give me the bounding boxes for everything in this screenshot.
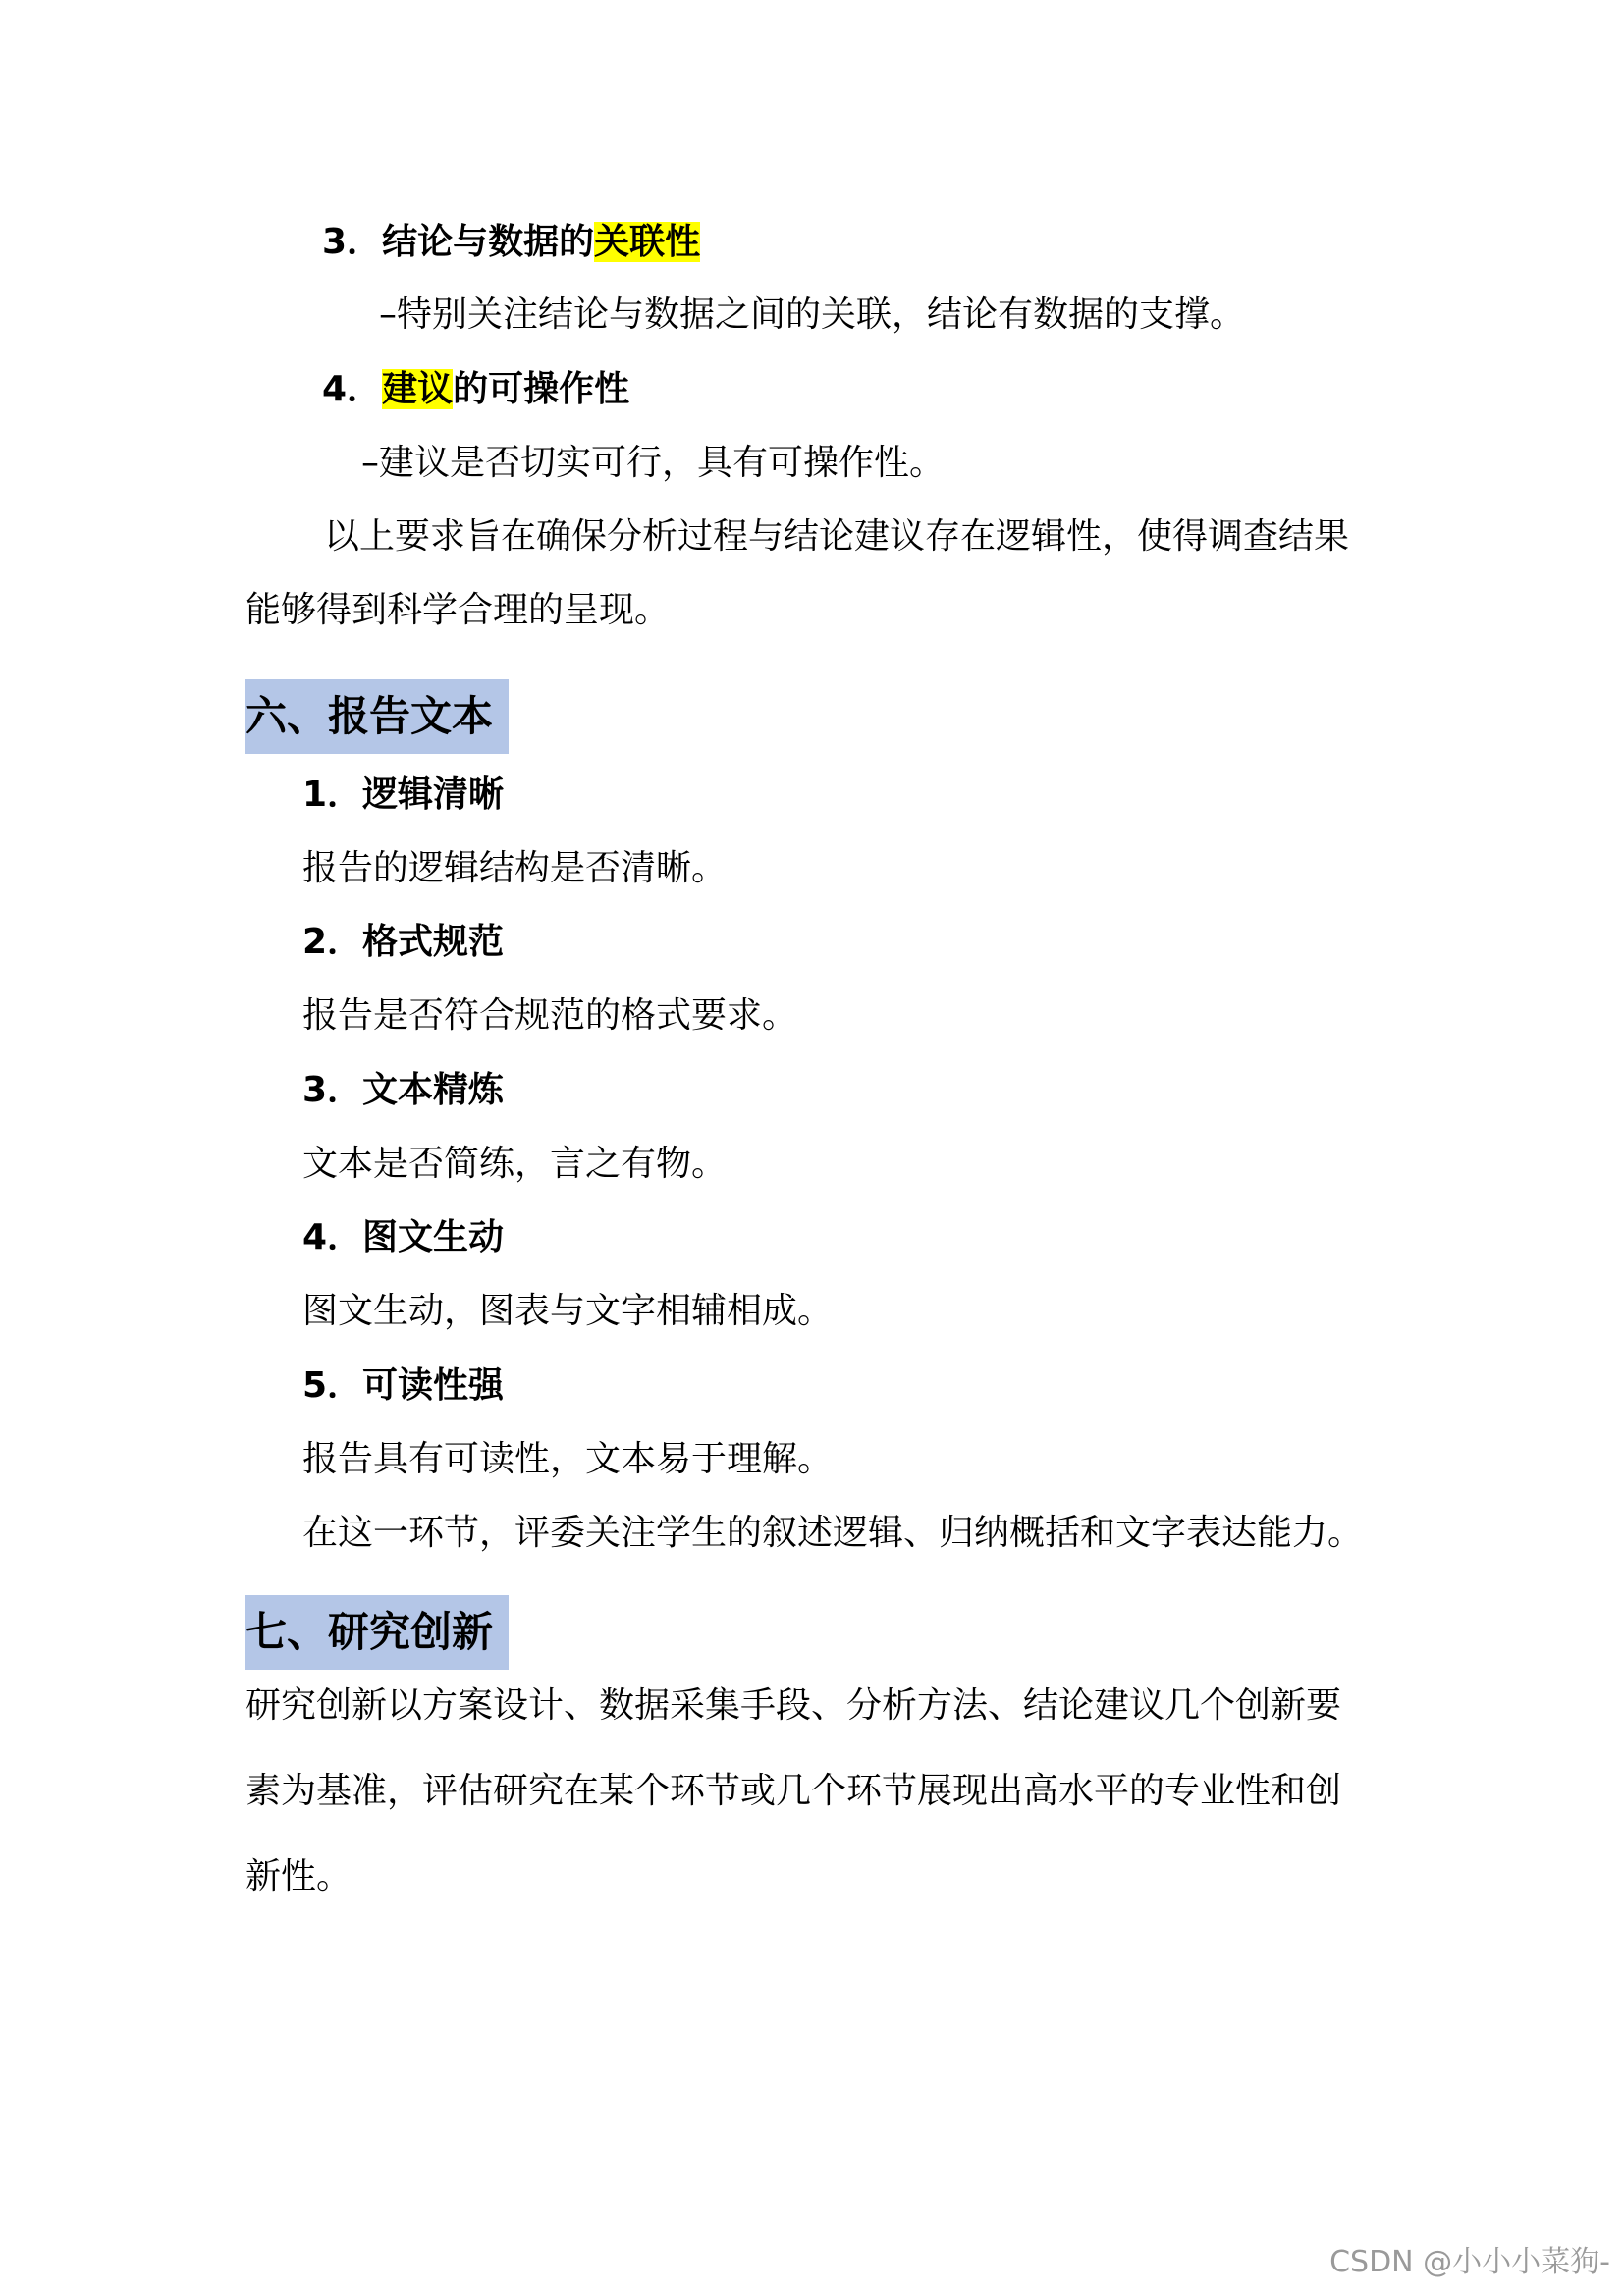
item-4-number: 4． xyxy=(322,369,383,409)
section7-paragraph-line1: 研究创新以方案设计、数据采集手段、分析方法、结论建议几个创新要 xyxy=(245,1685,1342,1726)
item-3-description: –特别关注结论与数据之间的关联，结论有数据的支撑。 xyxy=(379,294,1246,335)
section6-item4-title: 4．图文生动 xyxy=(302,1217,505,1257)
section6-item3-title: 3．文本精炼 xyxy=(302,1070,505,1110)
section6-summary: 在这一环节，评委关注学生的叙述逻辑、归纳概括和文字表达能力。 xyxy=(302,1513,1364,1553)
item-3-highlight: 关联性 xyxy=(594,222,701,262)
section5-summary-line1: 以上要求旨在确保分析过程与结论建议存在逻辑性，使得调查结果 xyxy=(324,516,1350,557)
item-3-title-text: 结论与数据的 xyxy=(382,222,595,262)
section7-paragraph-line3: 新性。 xyxy=(245,1856,352,1896)
item-4-highlight: 建议 xyxy=(382,369,454,409)
section6-item5-desc: 报告具有可读性，文本易于理解。 xyxy=(302,1439,834,1479)
section6-item2-title: 2．格式规范 xyxy=(302,922,505,962)
item-4-description: –建议是否切实可行，具有可操作性。 xyxy=(361,443,946,483)
section7-heading: 七、研究创新 xyxy=(245,1595,509,1670)
item-4-title xyxy=(322,365,629,414)
section6-item2-desc: 报告是否符合规范的格式要求。 xyxy=(302,995,798,1036)
section6-heading: 六、报告文本 xyxy=(245,679,509,754)
section6-item1-desc: 报告的逻辑结构是否清晰。 xyxy=(302,848,728,888)
item-3-title xyxy=(322,218,700,267)
item-3-number: 3． xyxy=(322,222,383,262)
section7-paragraph-line2: 素为基准，评估研究在某个环节或几个环节展现出高水平的专业性和创 xyxy=(245,1771,1342,1811)
item-4-title-text: 的可操作性 xyxy=(453,369,630,409)
section6-item5-title: 5．可读性强 xyxy=(302,1365,505,1406)
section6-item4-desc: 图文生动，图表与文字相辅相成。 xyxy=(302,1291,834,1331)
watermark: CSDN @小小小菜狗- xyxy=(1329,2245,1610,2279)
section6-item1-title: 1．逻辑清晰 xyxy=(302,774,505,815)
section6-item3-desc: 文本是否简练，言之有物。 xyxy=(302,1144,728,1184)
section5-summary-line2: 能够得到科学合理的呈现。 xyxy=(245,590,671,630)
